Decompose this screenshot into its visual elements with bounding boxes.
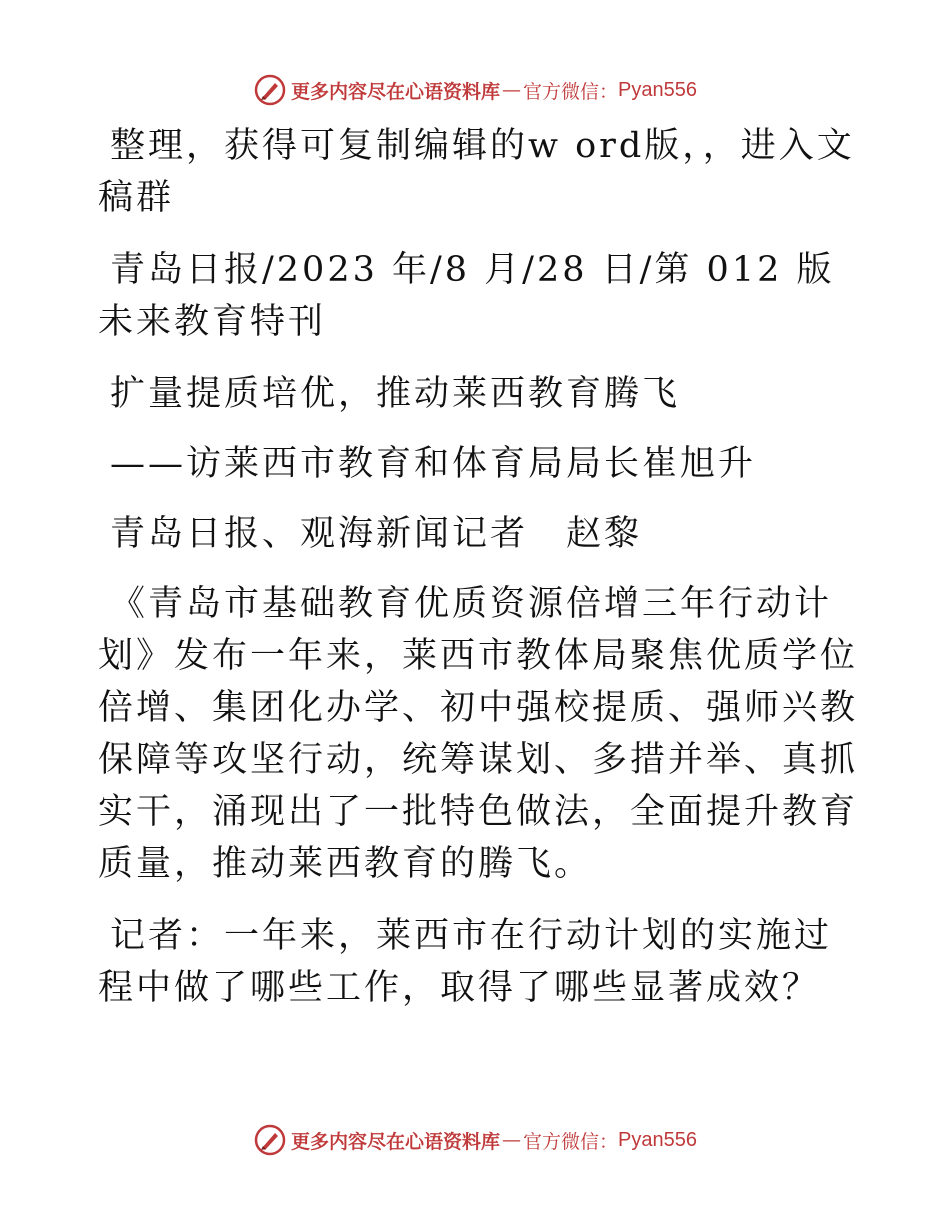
footer-banner	[0, 1120, 950, 1160]
wechat-id: Pyan556	[618, 78, 697, 101]
banner-dash: —	[502, 1129, 522, 1151]
document-body	[98, 120, 858, 1034]
article-subtitle: ——访莱西市教育和体育局局长崔旭升	[110, 444, 757, 484]
article-title: 扩量提质培优，推动莱西教育腾飞	[110, 374, 681, 414]
pen-logo-icon	[253, 1123, 287, 1157]
site-name: 更多内容尽在心语资料库	[291, 80, 501, 103]
pen-logo-icon	[253, 73, 287, 107]
lead-paragraph: 《青岛市基础教育优质资源倍增三年行动计划》发布一年来，莱西市教体局聚焦优质学位倍增、集团化办学、初中强校提质、强师兴教保障等攻坚行动，统筹谋划、多措并举、真抓实干，涌现出了一批特色做法，全面提升教育质量，推动莱西教育的腾飞。	[98, 584, 859, 884]
interview-question: 记者：一年来，莱西市在行动计划的实施过程中做了哪些工作，取得了哪些显著成效？	[98, 916, 833, 1008]
header-banner	[0, 70, 950, 110]
banner-dash: —	[502, 79, 522, 101]
intro-note: 整理，获得可复制编辑的w ord版，，进入文稿群	[98, 126, 855, 218]
wechat-label: 官方微信：	[523, 80, 619, 103]
site-name: 更多内容尽在心语资料库	[291, 1130, 501, 1153]
wechat-label: 官方微信：	[523, 1130, 619, 1153]
source-line: 青岛日报/2023 年/8 月/28 日/第 012 版未来教育特刊	[98, 250, 835, 342]
byline: 青岛日报、观海新闻记者 赵黎	[110, 514, 643, 554]
wechat-id: Pyan556	[618, 1128, 697, 1151]
